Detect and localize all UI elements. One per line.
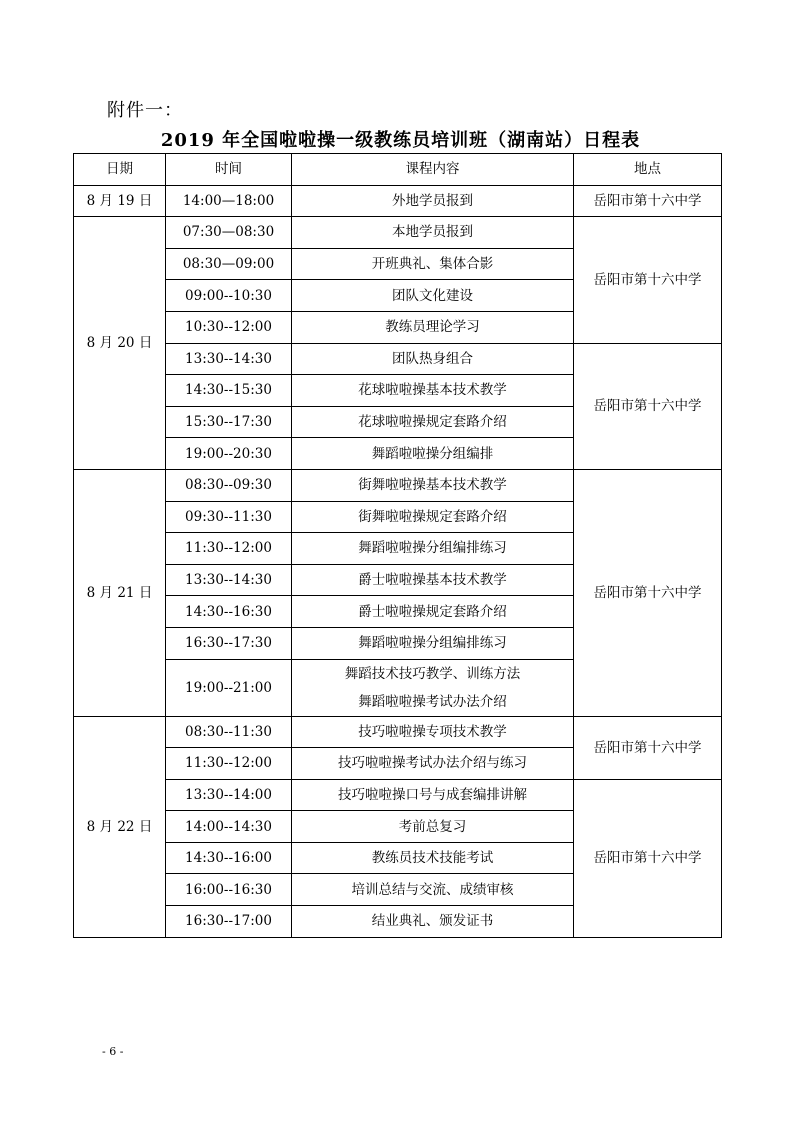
place-cell: 岳阳市第十六中学: [574, 185, 722, 217]
time-cell: 19:00--21:00: [166, 659, 292, 716]
time-cell: 14:30--16:30: [166, 596, 292, 628]
content-cell: 技巧啦啦操专项技术教学: [292, 716, 574, 748]
time-cell: 10:30--12:00: [166, 311, 292, 343]
time-cell: 14:00—18:00: [166, 185, 292, 217]
time-cell: 13:30--14:30: [166, 343, 292, 375]
table-row: [74, 185, 722, 217]
date-cell: 8 月 22 日: [74, 716, 166, 937]
content-cell: 培训总结与交流、成绩审核: [292, 874, 574, 906]
place-cell: 岳阳市第十六中学: [574, 779, 722, 937]
content-cell: 教练员理论学习: [292, 311, 574, 343]
content-cell: 舞蹈啦啦操分组编排: [292, 438, 574, 470]
place-cell: 岳阳市第十六中学: [574, 217, 722, 343]
time-cell: 09:30--11:30: [166, 501, 292, 533]
content-cell: 舞蹈啦啦操分组编排练习: [292, 627, 574, 659]
time-cell: 13:30--14:30: [166, 564, 292, 596]
place-cell: 岳阳市第十六中学: [574, 716, 722, 779]
date-cell: 8 月 20 日: [74, 217, 166, 470]
content-cell: [292, 659, 574, 716]
time-cell: 14:30--15:30: [166, 375, 292, 407]
page-title: 2019 年全国啦啦操一级教练员培训班（湖南站）日程表: [160, 130, 641, 151]
time-cell: 14:30--16:00: [166, 842, 292, 874]
time-cell: 16:00--16:30: [166, 874, 292, 906]
header-place: 地点: [574, 154, 722, 186]
content-cell: 团队热身组合: [292, 343, 574, 375]
time-cell: 16:30--17:00: [166, 906, 292, 938]
content-cell: 街舞啦啦操基本技术教学: [292, 469, 574, 501]
date-cell: 8 月 19 日: [74, 185, 166, 217]
content-cell: 结业典礼、颁发证书: [292, 906, 574, 938]
content-cell: 团队文化建设: [292, 280, 574, 312]
content-cell: 舞蹈啦啦操分组编排练习: [292, 533, 574, 565]
content-line: 舞蹈啦啦操考试办法介绍: [358, 693, 507, 710]
content-cell: 考前总复习: [292, 811, 574, 843]
time-cell: 08:30—09:00: [166, 248, 292, 280]
content-cell: 街舞啦啦操规定套路介绍: [292, 501, 574, 533]
time-cell: 08:30--11:30: [166, 716, 292, 748]
time-cell: 11:30--12:00: [166, 533, 292, 565]
header-content: 课程内容: [292, 154, 574, 186]
content-cell: 爵士啦啦操规定套路介绍: [292, 596, 574, 628]
time-cell: 16:30--17:30: [166, 627, 292, 659]
content-cell: 花球啦啦操规定套路介绍: [292, 406, 574, 438]
content-cell: 开班典礼、集体合影: [292, 248, 574, 280]
content-cell: 爵士啦啦操基本技术教学: [292, 564, 574, 596]
table-row: [74, 217, 722, 249]
schedule-table: [73, 153, 722, 938]
table-row: [74, 343, 722, 375]
time-cell: 19:00--20:30: [166, 438, 292, 470]
header-date: 日期: [74, 154, 166, 186]
content-cell: 外地学员报到: [292, 185, 574, 217]
table-row: [74, 469, 722, 501]
attachment-label: 附件一：: [107, 100, 183, 121]
content-cell: 教练员技术技能考试: [292, 842, 574, 874]
time-cell: 11:30--12:00: [166, 748, 292, 780]
time-cell: 13:30--14:00: [166, 779, 292, 811]
table-header-row: [74, 154, 722, 186]
time-cell: 14:00--14:30: [166, 811, 292, 843]
content-cell: 技巧啦啦操口号与成套编排讲解: [292, 779, 574, 811]
time-cell: 08:30--09:30: [166, 469, 292, 501]
place-cell: 岳阳市第十六中学: [574, 343, 722, 469]
time-cell: 09:00--10:30: [166, 280, 292, 312]
time-cell: 15:30--17:30: [166, 406, 292, 438]
time-cell: 07:30—08:30: [166, 217, 292, 249]
page-number: - 6 -: [102, 1045, 124, 1058]
date-cell: 8 月 21 日: [74, 469, 166, 716]
place-cell: 岳阳市第十六中学: [574, 469, 722, 716]
table-row: [74, 716, 722, 748]
content-cell: 本地学员报到: [292, 217, 574, 249]
content-line: 舞蹈技术技巧教学、训练方法: [344, 665, 521, 682]
header-time: 时间: [166, 154, 292, 186]
content-cell: 技巧啦啦操考试办法介绍与练习: [292, 748, 574, 780]
table-row: [74, 779, 722, 811]
content-cell: 花球啦啦操基本技术教学: [292, 375, 574, 407]
